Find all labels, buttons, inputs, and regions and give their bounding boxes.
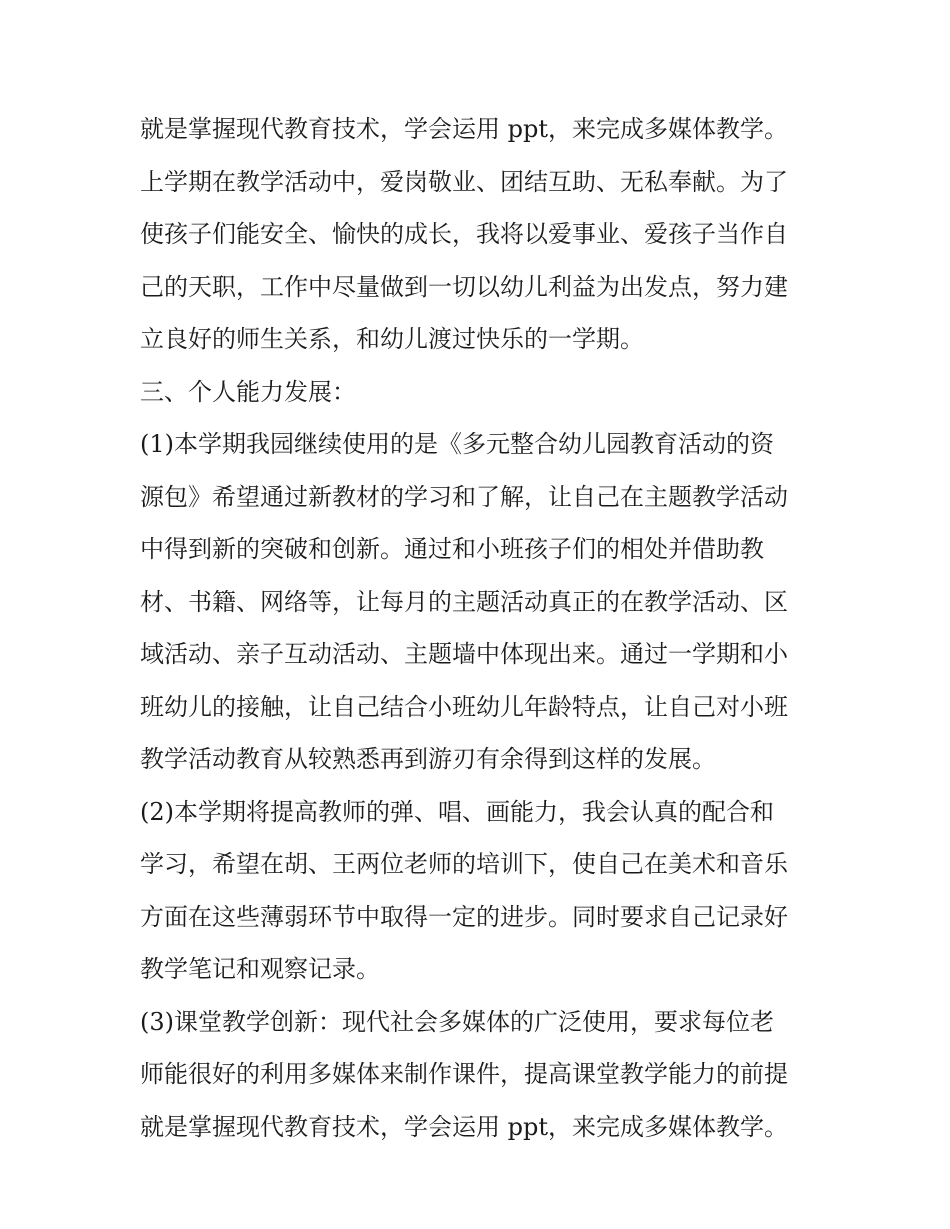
text-line: 教学活动教育从较熟悉再到游刃有余得到这样的发展。 [140, 745, 716, 773]
text-line: (3)课堂教学创新：现代社会多媒体的广泛使用，要求每位老 [140, 1007, 774, 1036]
text-line: (1)本学期我园继续使用的是《多元整合幼儿园教育活动的资 [140, 430, 774, 458]
text-line: 方面在这些薄弱环节中取得一定的进步。同时要求自己记录好 [140, 902, 788, 931]
text-line: 上学期在教学活动中，爱岗敬业、团结互助、无私奉献。为了 [140, 167, 788, 196]
text-line: 教学笔记和观察记录。 [140, 955, 380, 983]
text-line: 就是掌握现代教育技术，学会运用 ppt，来完成多媒体教学。 [140, 1112, 788, 1141]
body-text [140, 103, 830, 1153]
text-line: 使孩子们能安全、愉快的成长，我将以爱事业、爱孩子当作自 [140, 220, 788, 248]
text-line: 学习，希望在胡、王两位老师的培训下，使自己在美术和音乐 [140, 850, 788, 878]
text-line: 源包》希望通过新教材的学习和了解，让自己在主题教学活动 [140, 482, 788, 511]
text-line: 己的天职，工作中尽量做到一切以幼儿利益为出发点，努力建 [140, 272, 788, 301]
text-line: 域活动、亲子互动活动、主题墙中体现出来。通过一学期和小 [140, 640, 788, 668]
section-heading: 三、个人能力发展： [140, 377, 356, 406]
text-line: 中得到新的突破和创新。通过和小班孩子们的相处并借助教 [140, 535, 764, 563]
text-line: 班幼儿的接触，让自己结合小班幼儿年龄特点，让自己对小班 [140, 692, 788, 721]
text-line: 师能很好的利用多媒体来制作课件，提高课堂教学能力的前提 [140, 1060, 788, 1088]
text-line: 就是掌握现代教育技术，学会运用 ppt，来完成多媒体教学。 [140, 115, 788, 143]
text-line: 材、书籍、网络等，让每月的主题活动真正的在教学活动、区 [140, 587, 788, 616]
text-line: (2)本学期将提高教师的弹、唱、画能力，我会认真的配合和 [140, 797, 774, 826]
text-line: 立良好的师生关系，和幼儿渡过快乐的一学期。 [140, 325, 644, 353]
